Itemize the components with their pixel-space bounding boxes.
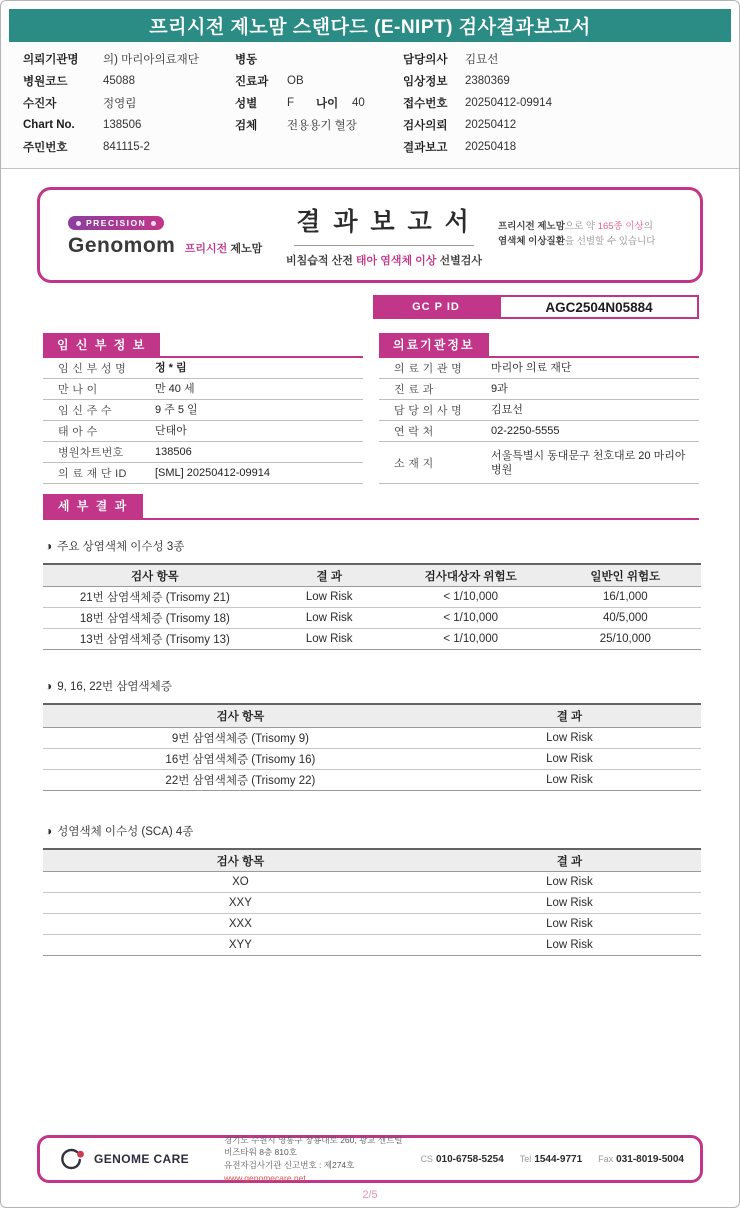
field-ward: 병동	[235, 54, 258, 66]
results-table-sca: 검사 항목 결 과 XO Low Risk XXY Low Risk XXX Low Risk XYY Low Risk	[43, 848, 701, 957]
genome-care-logo-icon	[58, 1146, 88, 1172]
contact-fax: Fax 031-8019-5004	[598, 1153, 684, 1165]
report-subtitle: 비침습적 산전 태아 염색체 이상 선별검사	[286, 255, 482, 267]
brand-name: Genomom	[68, 233, 176, 257]
table-row: XXX Low Risk	[43, 914, 701, 935]
contact-cs: CS 010-6758-5254	[420, 1153, 504, 1165]
field-hospital-code: 병원코드 45088	[23, 75, 135, 88]
table-row: 진 료 과 9과	[379, 379, 699, 400]
field-report-date: 결과보고 20250418	[403, 141, 517, 154]
table-row: 의 료 재 단 ID [SML] 20250412-09914	[43, 463, 363, 484]
footer	[37, 1135, 703, 1183]
maternal-info-table	[43, 333, 363, 484]
badge-dot-left-icon	[76, 221, 81, 226]
field-request-date: 검사의뢰 20250412	[403, 119, 517, 132]
page-number: 2/5	[362, 1189, 378, 1201]
table-row: 병원차트번호 138506	[43, 442, 363, 463]
results-table-major-trisomy: 검사 항목 결 과 검사대상자 위험도 일반인 위험도 21번 삼염색체증 (Trisomy 21) Low Risk < 1/10,000 16/1,000 18번 삼염색체증 (Trisomy 18) Low Risk < 1/10,000 40/5,000 13번 삼염색체증 (Trisomy 13) Low Risk < 1/10,000 25/10,000	[43, 563, 701, 651]
table-row: XXY Low Risk	[43, 893, 701, 914]
section-heading-sca: ◑ 성염색체 이수성 (SCA) 4종	[45, 823, 194, 838]
half-circle-bullet-icon: ◑	[45, 679, 53, 694]
info-tables	[43, 333, 699, 484]
table-row: 태 아 수 단태아	[43, 421, 363, 442]
table-row: 연 락 처 02-2250-5555	[379, 421, 699, 442]
results-table-other-trisomy: 검사 항목 결 과 9번 삼염색체증 (Trisomy 9) Low Risk 16번 삼염색체증 (Trisomy 16) Low Risk 22번 삼염색체증 (Trisomy 22) Low Risk	[43, 703, 701, 791]
field-sex-age: 성별 F 나이 40	[235, 97, 365, 110]
field-patient-name: 수진자 정영림	[23, 98, 137, 110]
maternal-info-tab: 임 신 부 정 보	[43, 333, 160, 356]
section-heading-other-trisomy: ◑ 9, 16, 22번 삼염색체증	[45, 679, 172, 694]
page-title: 프리시전 제노맘 스탠다드 (E-NIPT) 검사결과보고서	[9, 9, 731, 42]
gc-pid-label: GC P ID	[373, 295, 499, 319]
field-department: 진료과 OB	[235, 75, 304, 88]
badge-dot-right-icon	[151, 221, 156, 226]
field-receipt-no: 접수번호 20250412-09914	[403, 97, 552, 110]
table-row: 9번 삼염색체증 (Trisomy 9) Low Risk	[43, 727, 701, 748]
gc-pid-row	[41, 295, 699, 319]
table-row: 만 나 이 만 40 세	[43, 379, 363, 400]
patient-header-col3	[403, 48, 725, 158]
footer-website-link[interactable]: www.genomecare.net	[224, 1172, 306, 1183]
detailed-results-tab: 세 부 결 과	[43, 494, 143, 517]
report-header-box	[37, 187, 703, 283]
table-row: 13번 삼염색체증 (Trisomy 13) Low Risk < 1/10,000 25/10,000	[43, 629, 701, 650]
genomom-brand	[68, 213, 270, 258]
table-row: 임 신 주 수 9 주 5 일	[43, 400, 363, 421]
table-row: XYY Low Risk	[43, 935, 701, 956]
field-resident-no: 주민번호 841115-2	[23, 141, 150, 154]
half-circle-bullet-icon: ◑	[45, 823, 53, 838]
report-title: 결 과 보 고 서	[294, 202, 474, 246]
field-ordering-org: 의뢰기관명 의) 마리아의료재단	[23, 54, 199, 66]
table-row: 담 당 의 사 명 김묘선	[379, 400, 699, 421]
table-row: 16번 삼염색체증 (Trisomy 16) Low Risk	[43, 748, 701, 769]
field-clinical-info: 임상정보 2380369	[403, 75, 510, 88]
footer-address: 경기도 수원시 영통구 창룡대로 260, 광교 센트럴비즈타워 8층 810호 유전자검사기관 신고번호 : 제274호 www.genomecare.net	[224, 1134, 403, 1183]
precision-badge: PRECISION	[68, 216, 164, 230]
patient-header	[1, 42, 739, 169]
table-row: 의 료 기 관 명 마리아 의료 재단	[379, 358, 699, 379]
patient-header-col2	[235, 48, 403, 158]
institution-info-table	[379, 333, 699, 484]
report-side-note: 프리시전 제노맘으로 약 165종 이상의 염색체 이상질환을 선별할 수 있습니다	[498, 221, 656, 247]
field-chart-no: Chart No. 138506	[23, 119, 142, 131]
patient-header-col1	[23, 48, 235, 158]
field-doctor: 담당의사 김묘선	[403, 54, 499, 66]
table-row: 22번 삼염색체증 (Trisomy 22) Low Risk	[43, 769, 701, 790]
footer-contacts	[420, 1154, 684, 1165]
report-title-block	[270, 202, 498, 268]
table-row: 21번 삼염색체증 (Trisomy 21) Low Risk < 1/10,000 16/1,000	[43, 587, 701, 608]
institution-info-tab: 의료기관정보	[379, 333, 489, 356]
genome-care-logo	[58, 1146, 210, 1172]
brand-name-korean: 프리시전 제노맘	[184, 242, 263, 255]
table-row: 임 신 부 성 명 정 * 림	[43, 358, 363, 379]
field-specimen: 검체 전용용기 혈장	[235, 120, 357, 132]
table-row: 18번 삼염색체증 (Trisomy 18) Low Risk < 1/10,000 40/5,000	[43, 608, 701, 629]
contact-tel: Tel 1544-9771	[519, 1153, 583, 1165]
section-heading-autosomes: ◑ 주요 상염색체 이수성 3종	[45, 538, 185, 553]
table-row: 소 재 지 서울특별시 동대문구 천호대로 20 마리아병원	[379, 442, 699, 484]
footer-logo-text: GENOME CARE	[94, 1152, 190, 1166]
gc-pid-value: AGC2504N05884	[499, 295, 699, 319]
table-row: XO Low Risk	[43, 872, 701, 893]
half-circle-bullet-icon: ◑	[45, 538, 53, 553]
